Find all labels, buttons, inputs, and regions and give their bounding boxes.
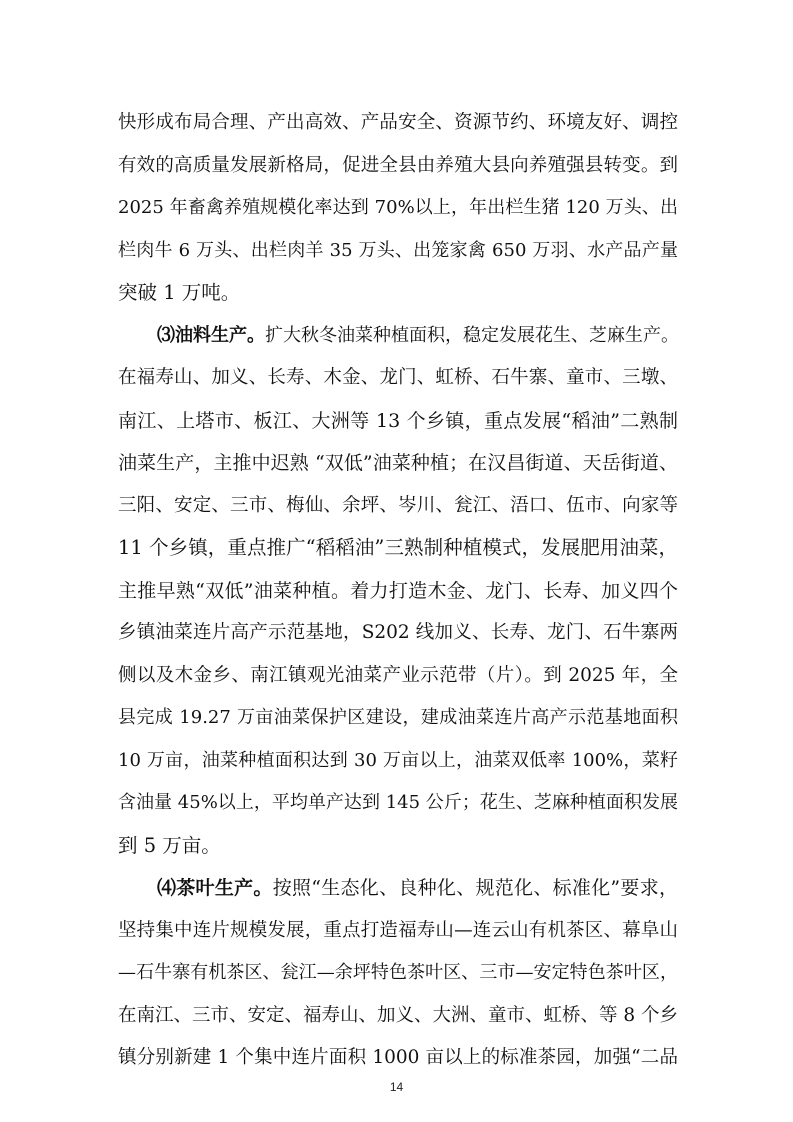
- paragraph-2-line-13: 到 5 万亩。: [118, 834, 221, 857]
- paragraph-2-line-2: 在福寿山、加义、长寿、木金、龙门、虹桥、石牛寨、童市、三墩、: [118, 367, 678, 388]
- paragraph-2-line-7: 主推早熟“双低”油菜种植。着力打造木金、龙门、长寿、加义四个: [118, 580, 678, 602]
- paragraph-2-line-9: 侧以及木金乡、南江镇观光油菜产业示范带（片）。到 2025 年，全: [118, 665, 678, 686]
- paragraph-2-line-6: 11 个乡镇，重点推广“稻稻油”三熟制种植模式，发展肥用油菜，: [118, 536, 678, 559]
- paragraph-1-line-5: 突破 1 万吨。: [118, 281, 241, 304]
- paragraph-3-line-1: [157, 874, 678, 902]
- paragraph-2-line-1: [157, 322, 678, 350]
- paragraph-1-line-1: 快形成布局合理、产出高效、产品安全、资源节约、环境友好、调控: [118, 112, 678, 133]
- paragraph-2-line-4: 油菜生产，主推中迟熟 “双低”油菜种植；在汉昌街道、天岳街道、: [118, 452, 678, 474]
- section-heading-oil-crops: ⑶油料生产。: [157, 325, 265, 346]
- paragraph-3-line-5: 镇分别新建 1 个集中连片面积 1000 亩以上的标准茶园，加强“二品: [118, 1047, 678, 1068]
- page-number: 14: [389, 1080, 404, 1094]
- paragraph-2-line-12: 含油量 45%以上，平均单产达到 145 公斤；花生、芝麻种植面积发展: [118, 792, 678, 813]
- paragraph-2-first-line-text: 扩大秋冬油菜种植面积，稳定发展花生、芝麻生产。: [265, 325, 679, 346]
- section-heading-tea: ⑷茶叶生产。: [157, 877, 273, 899]
- paragraph-2-line-5: 三阳、安定、三市、梅仙、余坪、岑川、瓮江、浯口、伍市、向家等: [118, 495, 678, 516]
- paragraph-3-line-3: —石牛寨有机茶区、瓮江—余坪特色茶叶区、三市—安定特色茶叶区，: [118, 962, 678, 983]
- paragraph-2-line-8: 乡镇油菜连片高产示范基地，S202 线加义、长寿、龙门、石牛寨两: [118, 622, 678, 643]
- paragraph-3-line-2: 坚持集中连片规模发展，重点打造福寿山—连云山有机茶区、幕阜山: [118, 920, 678, 941]
- paragraph-3-line-4: 在南江、三市、安定、福寿山、加义、大洲、童市、虹桥、等 8 个乡: [118, 1005, 679, 1026]
- paragraph-2-line-10: 县完成 19.27 万亩油菜保护区建设，建成油菜连片高产示范基地面积: [118, 707, 678, 728]
- paragraph-2-line-11: 10 万亩，油菜种植面积达到 30 万亩以上，油菜双低率 100%，菜籽: [118, 750, 678, 771]
- paragraph-1-line-3: 2025 年畜禽养殖规模化率达到 70%以上，年出栏生猪 120 万头、出: [118, 197, 678, 218]
- paragraph-1-line-2: 有效的高质量发展新格局，促进全县由养殖大县向养殖强县转变。到: [118, 155, 678, 176]
- paragraph-1-line-4: 栏肉牛 6 万头、出栏肉羊 35 万头、出笼家禽 650 万羽、水产品产量: [118, 240, 678, 261]
- paragraph-2-line-3: 南江、上塔市、板江、大洲等 13 个乡镇，重点发展“稻油”二熟制: [118, 410, 678, 432]
- paragraph-3-first-line-text: 按照“生态化、良种化、规范化、标准化”要求，: [272, 877, 678, 899]
